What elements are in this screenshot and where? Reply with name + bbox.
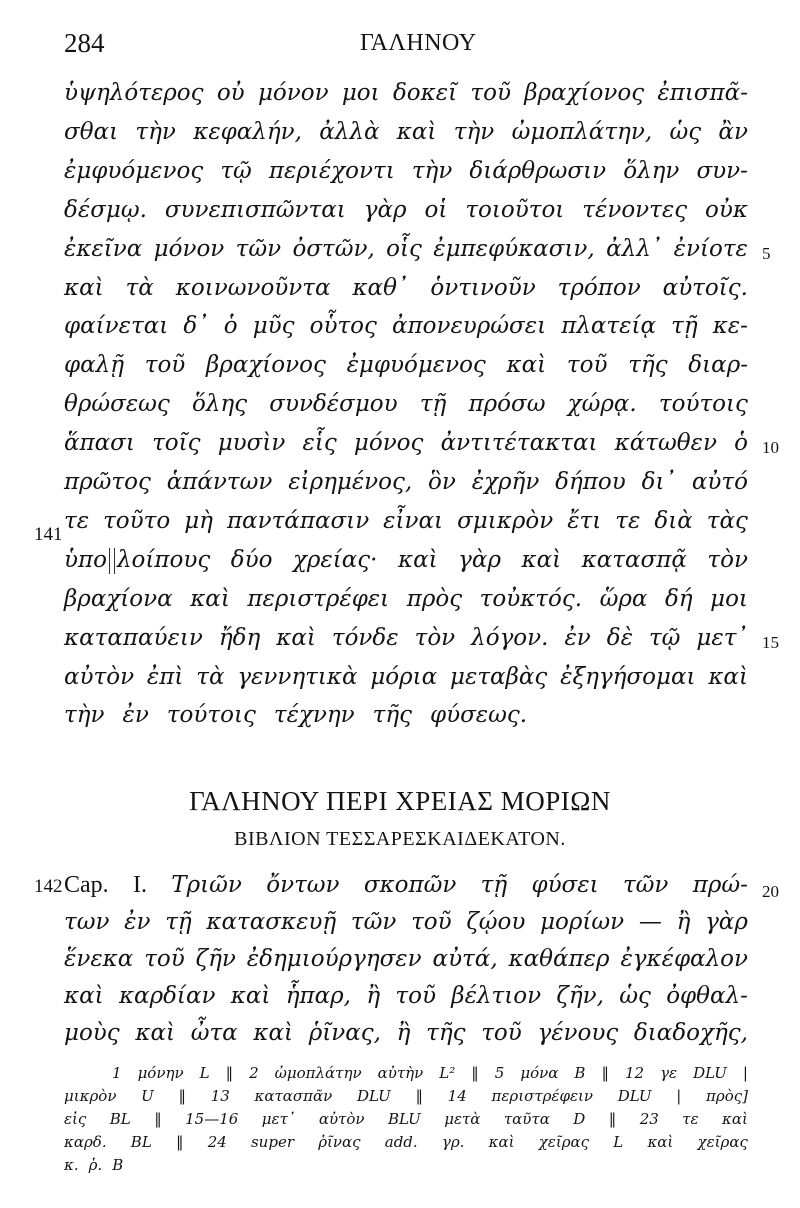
text-line <box>64 80 748 120</box>
word: ἐν <box>124 909 151 935</box>
word: διαρ- <box>688 352 748 379</box>
word: μετ᾽ <box>261 1110 296 1128</box>
word: βραχίονος <box>524 80 645 106</box>
word: δοκεῖ <box>392 80 458 106</box>
word: δήπου <box>555 469 626 495</box>
word: συνεπισπῶνται <box>164 196 346 223</box>
word: πρόσω <box>468 391 546 418</box>
word: ῥῖνας <box>318 1133 361 1151</box>
section-subtitle: ΒΙΒΛΙΟΝ ΤΕΣΣΑΡΕΣΚΑΙΔΕΚΑΤΟΝ. <box>234 828 566 850</box>
word: κ. <box>64 1156 79 1174</box>
word: διαδοχῆς, <box>633 1020 748 1046</box>
word: κάτωθεν <box>614 430 717 457</box>
word: | <box>676 1087 682 1105</box>
word: DLU <box>617 1087 652 1105</box>
word: ὁ <box>223 313 238 340</box>
word: 23 <box>639 1110 659 1128</box>
word: ἀλλὰ <box>319 118 380 145</box>
word: τῆς <box>426 1020 466 1046</box>
word: τὰ <box>125 274 154 301</box>
word: ἀπονευρώσει <box>391 313 547 340</box>
word: τῆς <box>628 352 668 379</box>
word: καὶ <box>708 663 748 690</box>
word: ἅπασι <box>64 430 135 457</box>
word: ζῴου <box>466 909 526 935</box>
word: τὸν <box>707 546 748 573</box>
word: τέχνην <box>273 702 355 729</box>
word: ταῦτα <box>503 1110 550 1128</box>
word: τε <box>64 507 90 534</box>
word: κε- <box>712 313 748 340</box>
text-line <box>64 702 748 742</box>
word: μικρὸν <box>64 1087 117 1105</box>
word: καρδίαν <box>118 983 216 1009</box>
section-title: ΓΑΛΗΝΟΥ ΠΕΡΙ ΧΡΕΙΑΣ ΜΟΡΙΩΝ <box>189 786 611 816</box>
word: ἂν <box>718 118 748 145</box>
word: καθ᾽ <box>352 274 409 301</box>
word: δύο <box>230 546 273 573</box>
word: ἐξηγήσομαι <box>560 663 696 690</box>
word: κατασκευῇ <box>206 909 337 935</box>
word: πρὸς <box>406 585 463 612</box>
word: ἁπάντων <box>166 469 273 495</box>
word: τῇ <box>671 313 698 340</box>
word: ὡς <box>619 983 651 1009</box>
word: καὶ <box>253 1020 294 1046</box>
word: πρὸς] <box>706 1087 748 1105</box>
word: τε <box>615 507 641 534</box>
word: εἶναι <box>383 507 444 534</box>
word: τούτοις <box>166 702 256 729</box>
word: μὴ <box>184 507 213 534</box>
word: σκοπῶν <box>363 872 457 898</box>
word: ζῆν <box>195 946 236 972</box>
text-line <box>64 508 748 548</box>
page-break-marker <box>109 548 115 574</box>
word: τοῦ <box>395 983 436 1009</box>
word: τῷ <box>220 157 252 184</box>
word: Τριῶν <box>171 872 242 898</box>
section-text-line <box>64 909 748 949</box>
text-line <box>64 158 748 198</box>
word: τῆς <box>372 702 412 729</box>
section-text-line <box>64 872 748 912</box>
word: ἐχρῆν <box>471 469 540 495</box>
word: ἐγκέφαλον <box>620 946 748 972</box>
word: καὶ <box>488 1133 515 1151</box>
word: συν- <box>696 157 748 184</box>
word: 12 <box>624 1064 645 1082</box>
word: super <box>250 1133 294 1151</box>
word: ‖ <box>471 1064 479 1082</box>
word: ἐδημιούργησεν <box>246 946 422 972</box>
word: μυσὶν <box>217 430 286 457</box>
word: τῷ <box>648 624 681 651</box>
word: αὐτό <box>691 469 748 495</box>
word: add. <box>384 1133 418 1151</box>
word: συνδέσμου <box>269 391 398 418</box>
word: χώρᾳ. <box>567 391 637 418</box>
word: φύσει <box>531 872 599 898</box>
word: — <box>638 909 662 935</box>
text-line <box>64 625 748 665</box>
word: ‖ <box>225 1064 234 1082</box>
text-line <box>64 236 748 276</box>
word: DLU <box>693 1064 727 1082</box>
word: ὠμοπλάτην <box>274 1064 362 1082</box>
line-number: 15 <box>762 632 779 652</box>
word: τοῦ <box>566 352 608 379</box>
line-number: 5 <box>762 243 771 263</box>
running-head: ΓΑΛΗΝΟΥ <box>360 30 477 56</box>
word: γρ. <box>441 1133 465 1151</box>
word: φύσεως. <box>430 702 528 729</box>
word: καὶ <box>506 352 547 379</box>
word: B <box>112 1156 124 1174</box>
word: καὶ <box>276 624 316 651</box>
word: τοῦ <box>411 909 452 935</box>
word: τένοντες <box>582 196 688 223</box>
text-line <box>64 469 748 509</box>
word: ἢ <box>366 983 381 1009</box>
margin-page-number: 142 <box>34 876 63 897</box>
word: DLU <box>356 1087 391 1105</box>
word: ὠμοπλάτην, <box>511 118 653 145</box>
word: σθαι <box>64 118 119 145</box>
word: 13 <box>210 1087 230 1105</box>
word: βέλτιον <box>451 983 542 1009</box>
word: L² <box>439 1064 456 1082</box>
word: δή <box>664 585 693 612</box>
word: καὶ <box>647 1133 674 1151</box>
word: ἔτι <box>567 507 602 534</box>
word: τῇ <box>480 872 508 898</box>
text-line <box>64 430 748 470</box>
word: κοινωνοῦντα <box>175 274 331 301</box>
word: D <box>573 1110 586 1128</box>
word: τούτοις <box>658 391 748 418</box>
text-line <box>64 119 748 159</box>
word: ὅλην <box>623 157 680 184</box>
word: ὁντινοῦν <box>430 274 536 301</box>
word: καὶ <box>521 546 562 573</box>
word: καὶ <box>190 585 230 612</box>
word: L <box>613 1133 624 1151</box>
word: κατασπᾷ <box>581 546 687 573</box>
word: τὰς <box>706 507 748 534</box>
word: BL <box>109 1110 131 1128</box>
word: αὐτοῖς. <box>662 274 748 301</box>
word: ζῆν, <box>556 983 604 1009</box>
word: χεῖρας <box>538 1133 590 1151</box>
text-line <box>64 352 748 392</box>
word: κατασπᾶν <box>254 1087 333 1105</box>
footnote-line <box>64 1064 748 1088</box>
word: ἐμφυόμενος <box>64 157 204 184</box>
word: φαίνεται <box>64 313 169 340</box>
word: μῦς <box>252 313 295 340</box>
word: θρώσεως <box>64 391 170 418</box>
word: 5 <box>494 1064 505 1082</box>
word: ἐπισπᾶ- <box>657 80 748 106</box>
line-number: 20 <box>762 882 779 901</box>
margin-page-number: 141 <box>34 524 63 545</box>
word: μόνην <box>137 1064 184 1082</box>
word: τοῦ <box>144 352 186 379</box>
word: L <box>199 1064 210 1082</box>
word: ἀλλ᾽ <box>606 235 663 262</box>
word: | <box>742 1064 748 1082</box>
word: αὐτά, <box>432 946 498 972</box>
word: μοὺς <box>64 1020 120 1046</box>
word: πρῶτος <box>64 469 151 495</box>
word: τόνδε <box>331 624 399 651</box>
word: τῶν <box>235 235 282 262</box>
word: διάρθρωσιν <box>469 157 607 184</box>
word: U <box>141 1087 154 1105</box>
word: τοῦτο <box>103 507 171 534</box>
word: τὴν <box>135 118 176 145</box>
word: τοιοῦτοι <box>465 196 565 223</box>
word: τὴν <box>453 118 495 145</box>
word: BL <box>130 1133 152 1151</box>
word: καὶ <box>230 983 271 1009</box>
word: περιστρέφειν <box>491 1087 594 1105</box>
word: μόρια <box>370 663 438 690</box>
footnote-line <box>64 1087 748 1111</box>
word: περιέχοντι <box>268 157 395 184</box>
word: γὰρ <box>363 196 407 223</box>
text-line <box>64 547 748 587</box>
word: ἐν <box>122 702 149 729</box>
word: ἤδη <box>218 624 261 651</box>
word: εἷς <box>302 430 337 457</box>
word: τοῦ <box>481 1020 522 1046</box>
word: καὶ <box>398 546 438 573</box>
word: τῇ <box>419 391 447 418</box>
word: οἷς <box>386 235 422 262</box>
word: τῇ <box>165 909 192 935</box>
word: τοὐκτός. <box>479 585 583 612</box>
word: φαλῇ <box>64 352 124 379</box>
word: ῥ. <box>88 1156 103 1174</box>
word: B <box>574 1064 586 1082</box>
word: μόνα <box>520 1064 559 1082</box>
word: οὐ <box>216 80 245 106</box>
word: καὶ <box>64 983 104 1009</box>
word: ὃν <box>428 469 456 495</box>
word: των <box>64 909 110 935</box>
word: τῶν <box>350 909 397 935</box>
word: μόνον <box>153 235 225 262</box>
word: διὰ <box>654 507 693 534</box>
word: οὐκ <box>705 196 748 223</box>
word: δὲ <box>606 624 633 651</box>
word: αὐτὸν <box>64 663 135 690</box>
word: ὡς <box>669 118 702 145</box>
word: οἱ <box>424 196 448 223</box>
word: μόνον <box>257 80 329 106</box>
word: τὴν <box>64 702 105 729</box>
word: χρείας· <box>292 546 378 573</box>
text-line <box>64 391 748 431</box>
page-number: 284 <box>64 28 105 58</box>
word: ἢ <box>396 1020 411 1046</box>
word: ‖ <box>175 1133 184 1151</box>
word: σμικρὸν <box>457 507 554 534</box>
line-number: 10 <box>762 438 779 458</box>
word: γε <box>660 1064 678 1082</box>
word: Cap. <box>64 872 109 898</box>
word: ‖ <box>601 1064 609 1082</box>
word: τοῦ <box>144 946 185 972</box>
word: ἐπὶ <box>146 663 184 690</box>
word: 24 <box>207 1133 227 1151</box>
word: καθάπερ <box>508 946 610 972</box>
word: αὐτὴν <box>377 1064 424 1082</box>
word: καὶ <box>135 1020 175 1046</box>
word: πρώ- <box>692 872 748 898</box>
word: γεννητικὰ <box>237 663 358 690</box>
word: ἐμπεφύκασιν, <box>433 235 595 262</box>
word: ‖ <box>415 1087 423 1105</box>
word: ‖ <box>154 1110 162 1128</box>
word: ἀντιτέτακται <box>440 430 598 457</box>
text-line <box>64 197 748 237</box>
section-text-line <box>64 946 748 986</box>
page-header <box>64 28 744 68</box>
word: δ᾽ <box>183 313 209 340</box>
section-text-line <box>64 1020 748 1060</box>
word: 14 <box>447 1087 467 1105</box>
word: τὴν <box>411 157 453 184</box>
word: τοῖς <box>152 430 201 457</box>
word: τε <box>682 1110 699 1128</box>
footnote-line <box>64 1156 748 1180</box>
word: ἐνίοτε <box>673 235 748 262</box>
text-line <box>64 313 748 353</box>
word: καρδ. <box>64 1133 107 1151</box>
word: ὦτα <box>190 1020 238 1046</box>
word: τὰ <box>196 663 225 690</box>
word: ῥῖνας, <box>308 1020 381 1046</box>
word: εἰς <box>64 1110 87 1128</box>
word: παντάπασιν <box>226 507 370 534</box>
word: μοι <box>341 80 380 106</box>
word: ὀφθαλ- <box>666 983 748 1009</box>
text-line <box>64 664 748 704</box>
word: πλατείᾳ <box>561 313 657 340</box>
word: ὑψηλότερος <box>64 80 204 106</box>
word: ἧπαρ, <box>285 983 351 1009</box>
word: I. <box>132 872 147 898</box>
word: γένους <box>537 1020 619 1046</box>
word: καταπαύειν <box>64 624 203 651</box>
word: καὶ <box>396 118 437 145</box>
word: ἢ <box>676 909 691 935</box>
word: κεφαλήν, <box>193 118 302 145</box>
word: καὶ <box>722 1110 748 1128</box>
word: γὰρ <box>705 909 748 935</box>
word: ὁ <box>734 430 748 457</box>
word: μορίων <box>540 909 625 935</box>
word: λόγον. <box>471 624 549 651</box>
word: γὰρ <box>458 546 501 573</box>
word: μετὰ <box>444 1110 481 1128</box>
word: μετ᾽ <box>696 624 748 651</box>
word: ὀστῶν, <box>292 235 375 262</box>
word: ὄντων <box>266 872 340 898</box>
word: βραχίονος <box>206 352 326 379</box>
word: αὐτὸν <box>318 1110 365 1128</box>
word: ἐμφυόμενος <box>346 352 486 379</box>
word: ὥρα <box>599 585 648 612</box>
word: ἐκεῖνα <box>64 235 143 262</box>
word: μεταβὰς <box>450 663 548 690</box>
word: τῶν <box>622 872 669 898</box>
footnote-line <box>64 1110 748 1134</box>
word: ‖ <box>608 1110 617 1128</box>
word: ὅλης <box>192 391 248 418</box>
text-line <box>64 275 748 315</box>
word: 2 <box>249 1064 259 1082</box>
word: βραχίονα <box>64 585 173 612</box>
word: μόνος <box>353 430 424 457</box>
footnote-line <box>64 1133 748 1157</box>
word: μοι <box>710 585 748 612</box>
word: ‖ <box>178 1087 186 1105</box>
word: τρόπον <box>557 274 641 301</box>
word: χεῖρας <box>697 1133 748 1151</box>
word: BLU <box>387 1110 421 1128</box>
word: δέσμῳ. <box>64 196 147 223</box>
word: περιστρέφει <box>247 585 390 612</box>
word: τὸν <box>414 624 456 651</box>
word: καὶ <box>64 274 104 301</box>
text-line <box>64 586 748 626</box>
word: 15—16 <box>185 1110 239 1128</box>
word: ὑπο λοίπους <box>64 546 211 573</box>
word: οὗτος <box>309 313 377 340</box>
word: τοῦ <box>470 80 511 106</box>
word: εἰρημένος, <box>288 469 413 495</box>
word: δι᾽ <box>641 469 676 495</box>
word: 1 <box>112 1064 122 1082</box>
word: ἕνεκα <box>64 946 134 972</box>
section-text-line <box>64 983 748 1023</box>
word: ἐν <box>564 624 591 651</box>
